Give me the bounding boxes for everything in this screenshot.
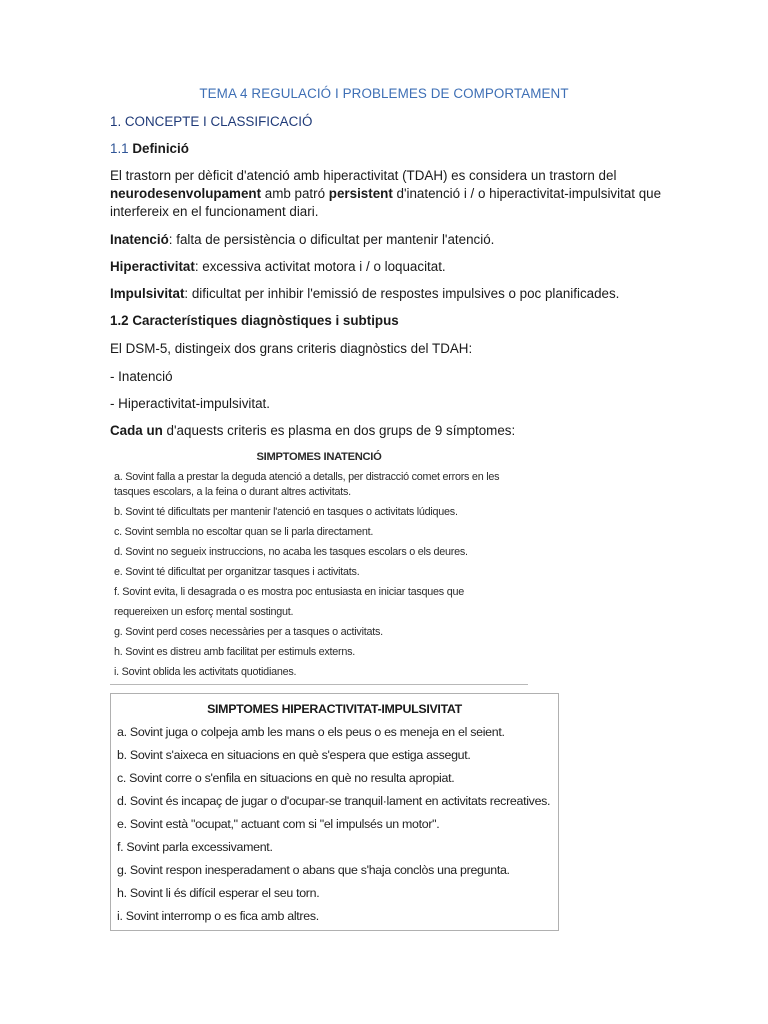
definition-text: : falta de persistència o dificultat per mantenir l'atenció.	[168, 232, 495, 247]
symptom-line: c. Sovint corre o s'enfila en situacions en què no resulta apropiat.	[117, 771, 455, 785]
symptom-line: a. Sovint juga o colpeja amb les mans o els peus o es meneja en el seient.	[117, 725, 505, 739]
intro-text: amb patró	[261, 186, 329, 201]
symptom-line: a. Sovint falla a prestar la deguda atenció a detalls, per distracció comet errors en les	[114, 471, 500, 483]
document-title: TEMA 4 REGULACIÓ I PROBLEMES DE COMPORTAMENT	[199, 86, 569, 101]
symptom-line: requereixen un esforç mental sostingut.	[114, 606, 294, 618]
symptom-line: d. Sovint no segueix instruccions, no acaba les tasques escolars o els deures.	[114, 546, 468, 558]
definition-text: : dificultat per inhibir l'emissió de respostes impulsives o poc planificades.	[184, 286, 620, 301]
symptom-line: g. Sovint perd coses necessàries per a tasques o activitats.	[114, 626, 383, 638]
symptom-line: b. Sovint s'aixeca en situacions en què s'espera que estiga assegut.	[117, 748, 471, 762]
symptom-line: h. Sovint li és difícil esperar el seu torn.	[117, 886, 320, 900]
definition-impulsivitat	[110, 285, 619, 303]
symptom-line: h. Sovint es distreu amb facilitat per estimuls externs.	[114, 646, 356, 658]
symptom-line: i. Sovint interromp o es fica amb altres.	[117, 909, 319, 923]
groups-bold: Cada un	[110, 423, 163, 438]
definition-text: : excessiva activitat motora i / o loquacitat.	[194, 259, 446, 274]
symptom-line: f. Sovint evita, li desagrada o es mostra poc entusiasta en iniciar tasques que	[114, 586, 464, 598]
definition-term: Inatenció	[110, 232, 169, 247]
definition-term: Impulsivitat	[110, 286, 185, 301]
intro-line-2	[110, 185, 661, 203]
hyperactivity-box-title: SIMPTOMES HIPERACTIVITAT-IMPULSIVITAT	[207, 702, 462, 716]
subsection-label: Definició	[128, 141, 189, 156]
subsection-heading-1-2: 1.2 Característiques diagnòstiques i subtipus	[110, 313, 399, 328]
definition-term: Hiperactivitat	[110, 259, 195, 274]
symptom-line: f. Sovint parla excessivament.	[117, 840, 273, 854]
hyperactivity-symptoms-box	[110, 693, 559, 931]
symptom-line: tasques escolars, a la feina o durant altres activitats.	[114, 486, 351, 498]
symptom-line: g. Sovint respon inesperadament o abans que s'haja conclòs una pregunta.	[117, 863, 510, 877]
intro-bold-term-1: neurodesenvolupament	[110, 186, 262, 201]
symptom-line: d. Sovint és incapaç de jugar o d'ocupar-se tranquil·lament en activitats recreatives.	[117, 794, 551, 808]
subsection-heading-1-1	[110, 140, 189, 158]
symptom-line: i. Sovint oblida les activitats quotidianes.	[114, 666, 297, 678]
symptom-line: e. Sovint està "ocupat," actuant com si "el impulsés un motor".	[117, 817, 440, 831]
intro-bold-term-2: persistent	[328, 186, 393, 201]
intro-text: d'inatenció i / o hiperactivitat-impulsivitat que	[392, 186, 662, 201]
definition-hiperactivitat	[110, 258, 446, 276]
subsection-number: 1.1	[110, 141, 129, 156]
intro-line-1: El trastorn per dèficit d'atenció amb hiperactivitat (TDAH) es considera un trastorn del	[110, 168, 617, 183]
dsm-line: El DSM-5, distingeix dos grans criteris diagnòstics del TDAH:	[110, 341, 473, 356]
symptom-line: c. Sovint sembla no escoltar quan se li parla directament.	[114, 526, 374, 538]
criteria-item: - Inatenció	[110, 369, 173, 384]
symptom-line: e. Sovint té dificultat per organitzar tasques i activitats.	[114, 566, 360, 578]
symptom-line: b. Sovint té dificultats per mantenir l'atenció en tasques o activitats lúdiques.	[114, 506, 458, 518]
inattention-box-title: SIMPTOMES INATENCIÓ	[256, 451, 382, 463]
section-heading: 1. CONCEPTE I CLASSIFICACIÓ	[110, 114, 313, 129]
criteria-item: - Hiperactivitat-impulsivitat.	[110, 396, 270, 411]
groups-text: d'aquests criteris es plasma en dos grups de 9 símptomes:	[162, 423, 516, 438]
intro-line-3: interfereix en el funcionament diari.	[110, 204, 319, 219]
inattention-symptoms-box	[110, 444, 528, 685]
groups-line	[110, 422, 515, 440]
definition-inatencio	[110, 231, 494, 249]
